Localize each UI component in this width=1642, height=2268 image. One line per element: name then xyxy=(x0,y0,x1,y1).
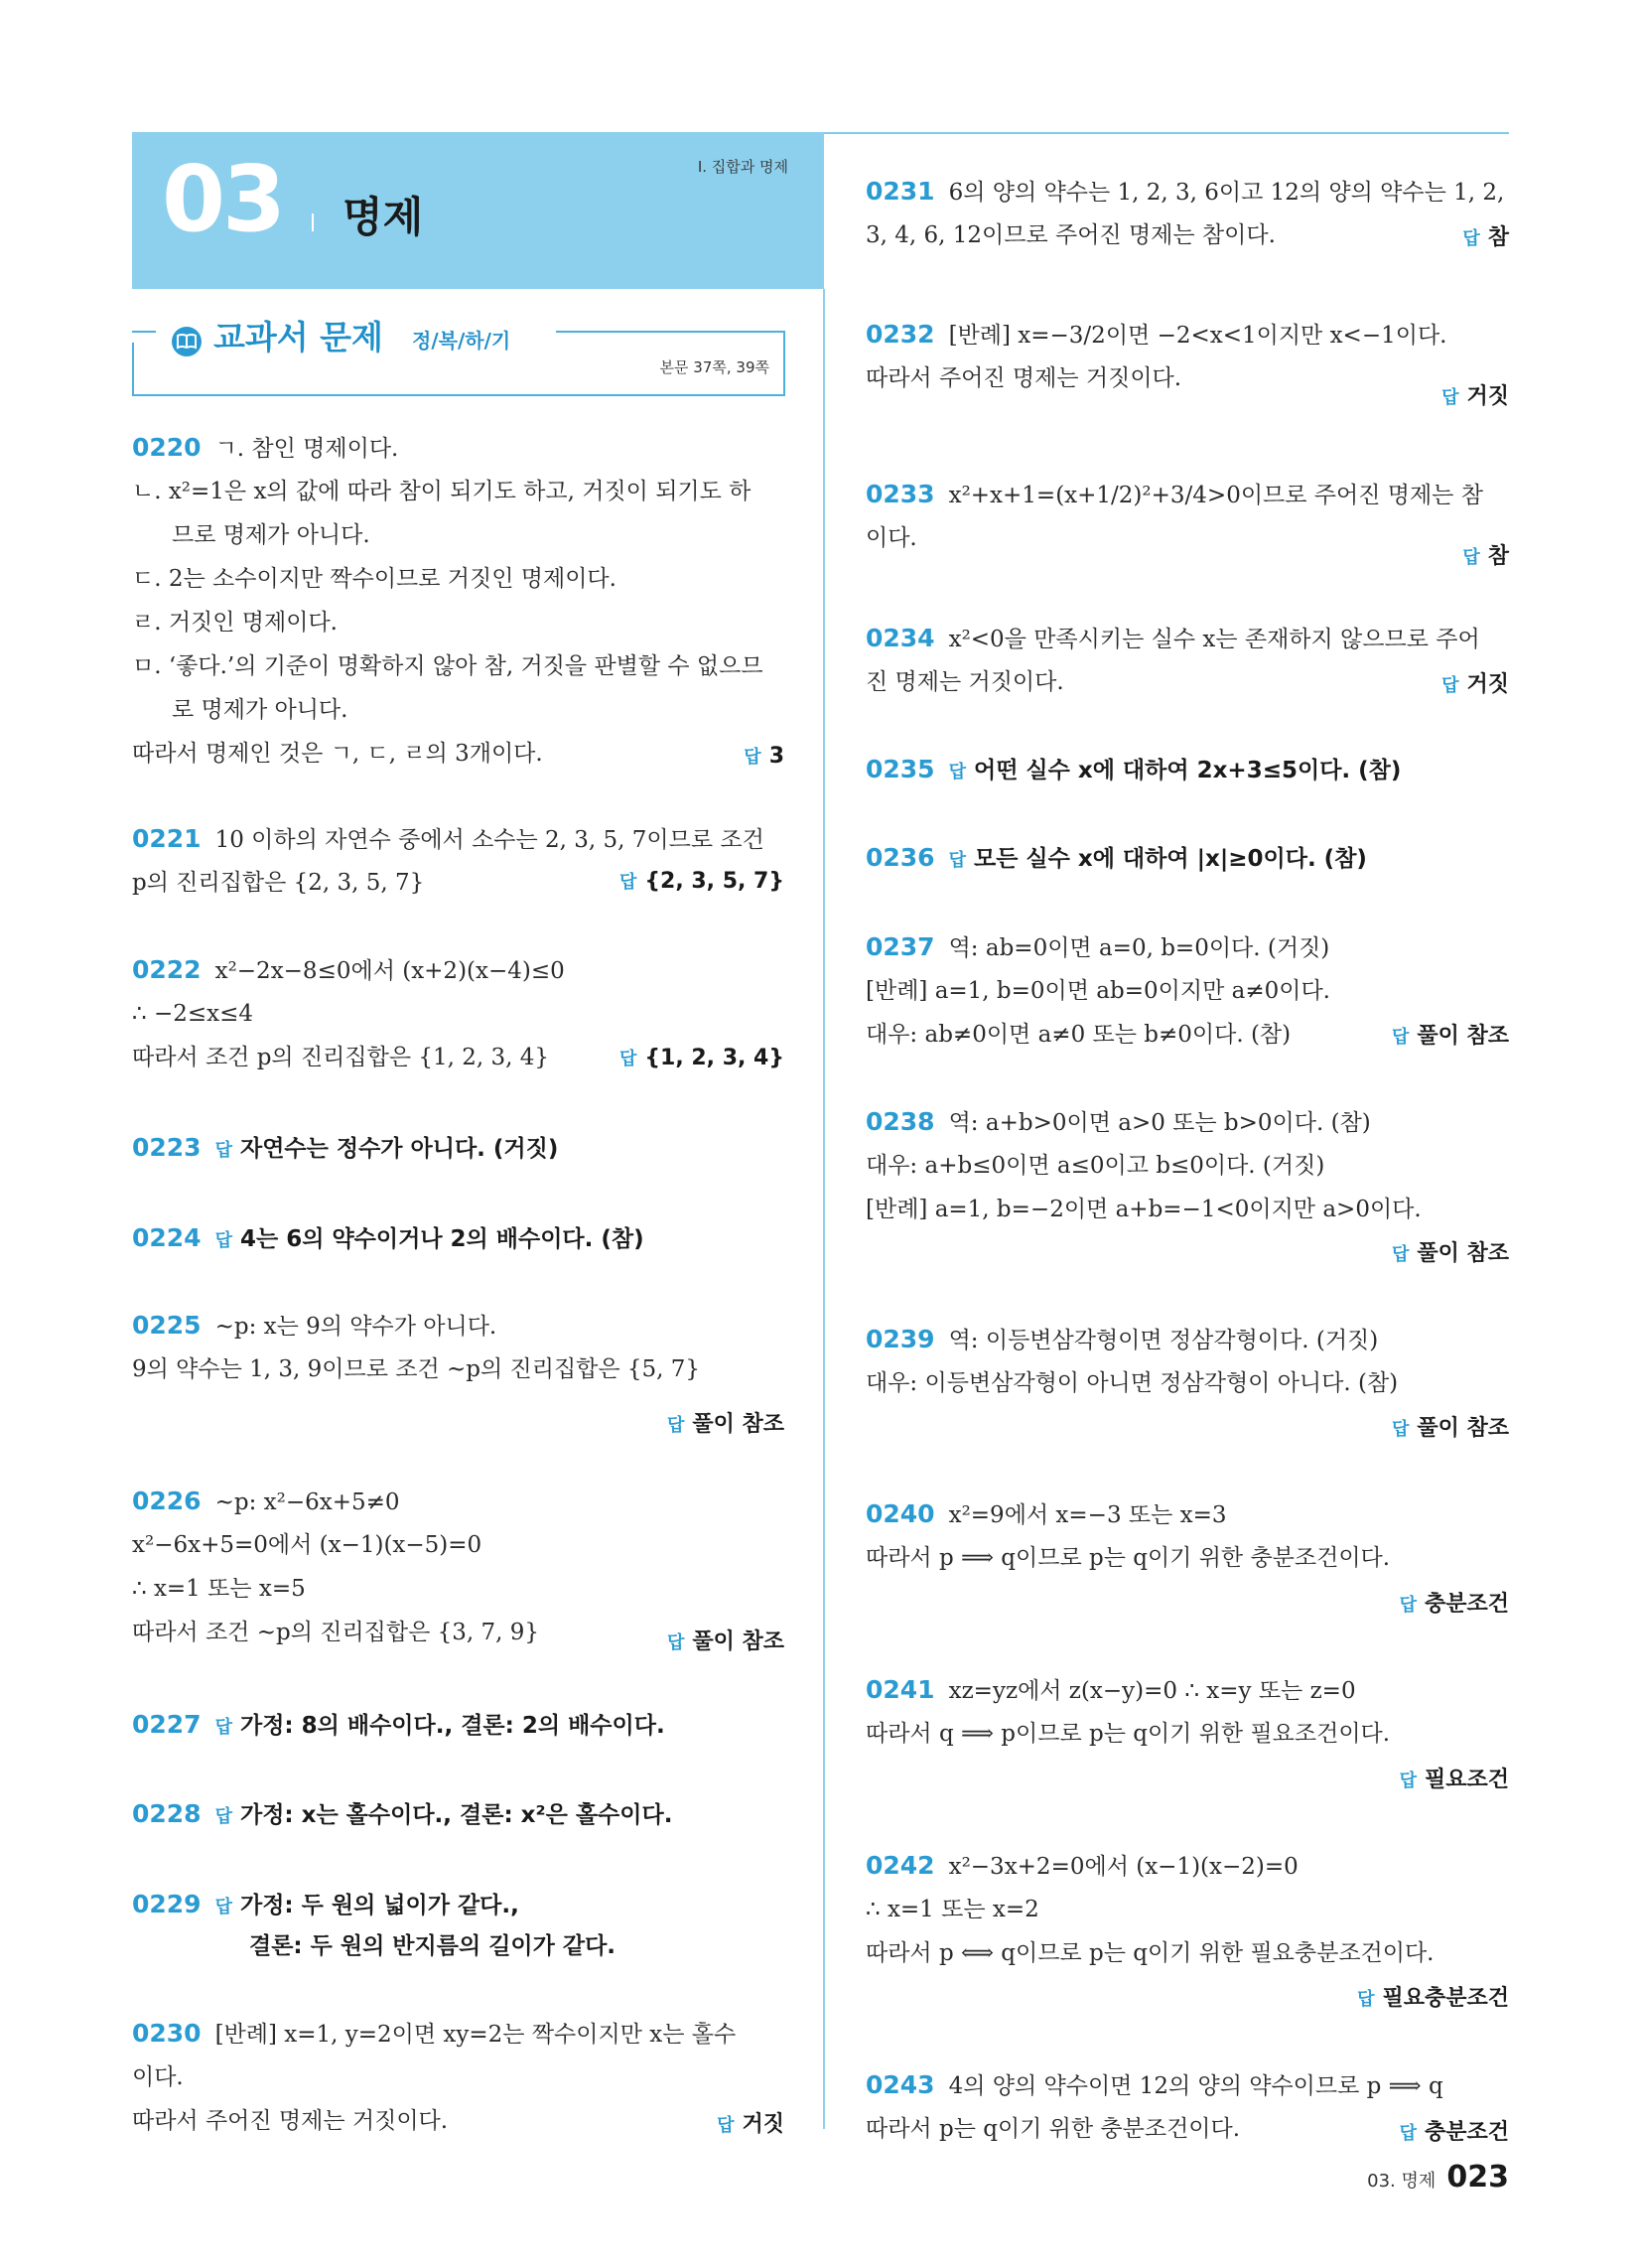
problem-number: 0229 xyxy=(132,1890,202,1918)
solution-text: xz=yz에서 z(x−y)=0 ∴ x=y 또는 z=0 xyxy=(948,1678,1356,1704)
problem-0233 xyxy=(866,480,1483,510)
problem-0240 xyxy=(866,1499,1227,1530)
solution-text: 따라서 p ⟺ q이므로 p는 q이기 위한 필요충분조건이다. xyxy=(866,1940,1435,1966)
solution-line xyxy=(132,1574,306,1604)
problem-number: 0231 xyxy=(866,177,935,206)
page-number: 023 xyxy=(1446,2160,1509,2195)
answer xyxy=(1462,539,1509,570)
problem-number: 0236 xyxy=(866,843,935,872)
solution-line xyxy=(132,868,424,898)
answer-text: 가정: 두 원의 넓이가 같다., xyxy=(239,1893,519,1918)
problem-number: 0234 xyxy=(866,624,935,652)
solution-line xyxy=(866,363,1181,393)
solution-text: p의 진리집합은 {2, 3, 5, 7} xyxy=(132,870,425,896)
solution-line xyxy=(132,651,763,681)
solution-line xyxy=(866,2114,1240,2144)
solution-text: 역: ab=0이면 a=0, b=0이다. (거짓) xyxy=(948,935,1330,961)
answer-label: 답 xyxy=(214,1717,232,1738)
answer-text: 가정: x는 홀수이다., 결론: x²은 홀수이다. xyxy=(239,1802,673,1828)
answer-label: 답 xyxy=(214,1897,232,1917)
solution-text: 이다. xyxy=(132,2064,184,2090)
answer xyxy=(1392,1411,1509,1442)
answer-label: 답 xyxy=(1462,547,1480,568)
solution-text: ㄷ. 2는 소수이지만 짝수이므로 거짓인 명제이다. xyxy=(132,566,616,592)
solution-text: 대우: a+b≤0이면 a≤0이고 b≤0이다. (거짓) xyxy=(866,1153,1325,1179)
problem-number: 0233 xyxy=(866,480,935,508)
answer-label: 답 xyxy=(1441,387,1459,408)
answer xyxy=(619,1045,784,1070)
solution-line xyxy=(866,1151,1324,1181)
solution-line xyxy=(866,976,1330,1006)
solution-line xyxy=(866,667,1064,697)
answer-value: {2, 3, 5, 7} xyxy=(644,869,784,894)
solution-text: 따라서 p ⟹ q이므로 p는 q이기 위한 충분조건이다. xyxy=(866,1545,1391,1571)
problem-number: 0230 xyxy=(132,2019,202,2048)
chapter-number: 03 xyxy=(162,146,284,252)
solution-text: x²−6x+5=0에서 (x−1)(x−5)=0 xyxy=(132,1532,482,1558)
answer-value: 참 xyxy=(1487,544,1509,569)
answer xyxy=(1400,1587,1509,1618)
problem-number: 0239 xyxy=(866,1325,935,1353)
answer-value: 풀이 참조 xyxy=(1417,1416,1509,1441)
answer xyxy=(1400,2115,1509,2146)
answer-text-continued: 결론: 두 원의 반지름의 길이가 같다. xyxy=(249,1933,616,1959)
problem-number: 0237 xyxy=(866,932,935,961)
answer-label: 답 xyxy=(619,872,637,893)
solution-text: [반례] a=1, b=−2이면 a+b=−1<0이지만 a>0이다. xyxy=(866,1197,1422,1222)
solution-text: 따라서 q ⟹ p이므로 p는 q이기 위한 필요조건이다. xyxy=(866,1721,1391,1747)
section-heading xyxy=(132,318,785,396)
unit-label: Ⅰ. 집합과 명제 xyxy=(697,158,788,176)
answer xyxy=(1441,379,1509,410)
problem-0226 xyxy=(132,1487,400,1517)
solution-text: 따라서 명제인 것은 ㄱ, ㄷ, ㄹ의 3개이다. xyxy=(132,741,543,767)
problem-0232 xyxy=(866,320,1446,351)
answer-value: 참 xyxy=(1487,225,1509,250)
problem-0242 xyxy=(866,1851,1299,1882)
solution-text: 따라서 주어진 명제는 거짓이다. xyxy=(866,365,1182,391)
problem-0224 xyxy=(132,1223,644,1256)
problem-0223 xyxy=(132,1133,558,1166)
solution-line xyxy=(132,999,253,1029)
solution-line xyxy=(132,739,543,769)
solution-text: ㅁ. ‘좋다.’의 기준이 명확하지 않아 참, 거짓을 판별할 수 없으므 xyxy=(132,653,763,679)
solution-text: 따라서 p는 q이기 위한 충분조건이다. xyxy=(866,2116,1241,2142)
answer-label: 답 xyxy=(1462,228,1480,249)
problem-number: 0235 xyxy=(866,755,935,783)
problem-0236 xyxy=(866,843,1367,876)
problem-number: 0227 xyxy=(132,1710,202,1739)
problem-number: 0242 xyxy=(866,1851,935,1880)
answer-label: 답 xyxy=(744,747,761,768)
answer-value: 충분조건 xyxy=(1424,2120,1509,2145)
problem-number: 0238 xyxy=(866,1107,935,1136)
problem-number: 0232 xyxy=(866,320,935,349)
solution-line xyxy=(132,1043,549,1072)
book-icon xyxy=(172,327,202,356)
page-footer xyxy=(1367,2160,1509,2195)
solution-text: 대우: ab≠0이면 a≠0 또는 b≠0이다. (참) xyxy=(866,1022,1292,1048)
solution-text: ~p: x²−6x+5≠0 xyxy=(214,1489,400,1515)
solution-text: 따라서 조건 p의 진리집합은 {1, 2, 3, 4} xyxy=(132,1045,550,1070)
problem-number: 0241 xyxy=(866,1675,935,1704)
solution-text: ㄹ. 거짓인 명제이다. xyxy=(132,610,338,636)
answer-label: 답 xyxy=(1441,675,1459,696)
section-subtitle: 정/복/하/기 xyxy=(412,329,511,353)
header-separator xyxy=(312,213,314,231)
answer-text: 어떤 실수 x에 대하여 2x+3≤5이다. (참) xyxy=(973,758,1402,783)
answer xyxy=(1441,667,1509,698)
solution-text: ∴ −2≤x≤4 xyxy=(132,1001,253,1027)
solution-text: x²=9에서 x=−3 또는 x=3 xyxy=(948,1502,1227,1528)
problem-0234 xyxy=(866,624,1480,654)
solution-line xyxy=(132,1530,481,1560)
solution-line xyxy=(866,220,1276,250)
problem-0225 xyxy=(132,1311,496,1342)
page-reference: 본문 37쪽, 39쪽 xyxy=(659,358,769,376)
solution-text: x²−2x−8≤0에서 (x+2)(x−4)≤0 xyxy=(214,958,565,984)
problem-0227 xyxy=(132,1710,665,1743)
problem-0241 xyxy=(866,1675,1356,1706)
section-title: 교과서 문제 xyxy=(213,318,383,356)
column-divider xyxy=(823,289,825,2129)
solution-line xyxy=(866,1368,1398,1398)
problem-number: 0222 xyxy=(132,955,202,984)
solution-text: 6의 양의 약수는 1, 2, 3, 6이고 12의 양의 약수는 1, 2, xyxy=(948,180,1505,206)
answer-label: 답 xyxy=(1399,1595,1417,1616)
solution-text: 므로 명제가 아니다. xyxy=(172,522,370,548)
problem-0237 xyxy=(866,932,1329,963)
solution-line xyxy=(866,1195,1422,1224)
solution-text: 10 이하의 자연수 중에서 소수는 2, 3, 5, 7이므로 조건 xyxy=(214,827,764,853)
solution-text: 9의 약수는 1, 3, 9이므로 조건 ~p의 진리집합은 {5, 7} xyxy=(132,1356,701,1382)
solution-line xyxy=(866,1719,1390,1749)
answer xyxy=(1462,220,1509,251)
top-rule xyxy=(824,132,1509,134)
answer-value: 3 xyxy=(768,744,784,769)
solution-text: 로 명제가 아니다. xyxy=(172,697,348,723)
solution-line xyxy=(866,1543,1390,1573)
answer-text: 가정: 8의 배수이다., 결론: 2의 배수이다. xyxy=(239,1713,665,1739)
solution-text: x²−3x+2=0에서 (x−1)(x−2)=0 xyxy=(948,1854,1299,1880)
answer-value: 필요조건 xyxy=(1424,1768,1509,1792)
solution-text: [반례] x=1, y=2이면 xy=2는 짝수이지만 x는 홀수 xyxy=(214,2022,737,2048)
answer-label: 답 xyxy=(619,1049,637,1069)
answer xyxy=(667,1625,784,1655)
answer xyxy=(744,743,784,769)
problem-0229 xyxy=(132,1890,519,1922)
solution-text: [반례] a=1, b=0이면 ab=0이지만 a≠0이다. xyxy=(866,978,1330,1004)
solution-line xyxy=(866,1938,1435,1968)
answer-label: 답 xyxy=(214,1230,232,1251)
solution-line xyxy=(866,523,917,553)
answer-label: 답 xyxy=(1391,1419,1410,1440)
solution-text: 역: a+b>0이면 a>0 또는 b>0이다. (참) xyxy=(948,1110,1371,1136)
answer-label: 답 xyxy=(214,1806,232,1827)
problem-0221 xyxy=(132,824,764,855)
solution-text: x²+x+1=(x+1/2)²+3/4>0이므로 주어진 명제는 참 xyxy=(948,483,1483,508)
problem-0230 xyxy=(132,2019,736,2050)
solution-text: ㄴ. x²=1은 x의 값에 따라 참이 되기도 하고, 거짓이 되기도 하 xyxy=(132,479,752,504)
answer-value: 거짓 xyxy=(1466,384,1509,409)
problem-0228 xyxy=(132,1799,672,1832)
answer-text: 자연수는 정수가 아니다. (거짓) xyxy=(239,1136,559,1162)
solution-line xyxy=(132,695,347,725)
solution-text: 역: 이등변삼각형이면 정삼각형이다. (거짓) xyxy=(948,1328,1379,1353)
answer-value: {1, 2, 3, 4} xyxy=(644,1046,784,1070)
answer-value: 풀이 참조 xyxy=(692,1630,784,1654)
solution-text: 4의 양의 약수이면 12의 양의 약수이므로 p ⟹ q xyxy=(948,2073,1443,2099)
problem-number: 0224 xyxy=(132,1223,202,1252)
solution-text: ∴ x=1 또는 x=5 xyxy=(132,1576,306,1602)
answer-value: 충분조건 xyxy=(1424,1592,1509,1617)
answer-label: 답 xyxy=(948,762,966,782)
answer-label: 답 xyxy=(717,2115,735,2136)
answer-value: 거짓 xyxy=(1466,672,1509,697)
answer-label: 답 xyxy=(1399,1771,1417,1791)
solution-text: [반례] x=−3/2이면 −2<x<1이지만 x<−1이다. xyxy=(948,323,1447,349)
footer-label: 03. 명제 xyxy=(1367,2171,1437,2192)
answer-label: 답 xyxy=(1357,1989,1375,2010)
solution-line xyxy=(132,2106,448,2136)
problem-number: 0220 xyxy=(132,433,202,462)
problem-0239 xyxy=(866,1325,1378,1355)
solution-line xyxy=(132,520,370,550)
answer-value: 풀이 참조 xyxy=(1417,1241,1509,1266)
problem-number: 0228 xyxy=(132,1799,202,1828)
problem-0243 xyxy=(866,2070,1443,2101)
solution-text: 진 명제는 거짓이다. xyxy=(866,669,1064,695)
solution-text: 따라서 조건 ~p의 진리집합은 {3, 7, 9} xyxy=(132,1620,540,1645)
answer-label: 답 xyxy=(214,1140,232,1161)
problem-number: 0243 xyxy=(866,2070,935,2099)
answer xyxy=(1400,1763,1509,1793)
solution-text: 따라서 주어진 명제는 거짓이다. xyxy=(132,2108,449,2134)
answer xyxy=(1392,1019,1509,1050)
problem-0231 xyxy=(866,177,1504,208)
answer-label: 답 xyxy=(666,1415,685,1436)
answer xyxy=(1357,1981,1509,2012)
solution-line xyxy=(132,477,751,506)
chapter-header xyxy=(132,132,824,289)
solution-line xyxy=(132,608,338,638)
solution-line xyxy=(866,1895,1039,1924)
answer-value: 거짓 xyxy=(742,2112,784,2137)
answer xyxy=(1392,1236,1509,1267)
problem-number: 0223 xyxy=(132,1133,202,1162)
problem-0238 xyxy=(866,1107,1371,1138)
solution-line xyxy=(132,2062,184,2092)
solution-text: ~p: x는 9의 약수가 아니다. xyxy=(214,1314,497,1340)
problem-number: 0221 xyxy=(132,824,202,853)
solution-text: 대우: 이등변삼각형이 아니면 정삼각형이 아니다. (참) xyxy=(866,1370,1399,1396)
solution-text: 3, 4, 6, 12이므로 주어진 명제는 참이다. xyxy=(866,222,1276,248)
answer-text: 4는 6의 약수이거나 2의 배수이다. (참) xyxy=(239,1226,644,1252)
problem-number: 0240 xyxy=(866,1499,935,1528)
problem-0222 xyxy=(132,955,565,986)
solution-line xyxy=(866,1020,1291,1050)
solution-line xyxy=(132,564,616,594)
answer-text: 모든 실수 x에 대하여 |x|≥0이다. (참) xyxy=(973,846,1367,872)
answer-label: 답 xyxy=(1391,1027,1410,1048)
solution-line xyxy=(132,1354,700,1384)
problem-number: 0226 xyxy=(132,1487,202,1515)
answer-value: 필요충분조건 xyxy=(1382,1986,1509,2011)
answer xyxy=(667,1407,784,1438)
solution-line xyxy=(132,1618,539,1647)
answer-label: 답 xyxy=(666,1632,685,1653)
answer xyxy=(619,868,784,894)
problem-0235 xyxy=(866,755,1401,787)
answer-label: 답 xyxy=(948,850,966,871)
answer-value: 풀이 참조 xyxy=(1417,1024,1509,1049)
answer-label: 답 xyxy=(1391,1244,1410,1265)
solution-text: x²<0을 만족시키는 실수 x는 존재하지 않으므로 주어 xyxy=(948,627,1480,652)
answer xyxy=(717,2107,784,2138)
chapter-title: 명제 xyxy=(342,193,424,241)
solution-text: ㄱ. 참인 명제이다. xyxy=(214,436,399,462)
answer-label: 답 xyxy=(1399,2123,1417,2144)
answer-value: 풀이 참조 xyxy=(692,1412,784,1437)
problem-number: 0225 xyxy=(132,1311,202,1340)
problem-0220 xyxy=(132,433,398,464)
solution-text: ∴ x=1 또는 x=2 xyxy=(866,1897,1039,1922)
solution-text: 이다. xyxy=(866,525,917,551)
